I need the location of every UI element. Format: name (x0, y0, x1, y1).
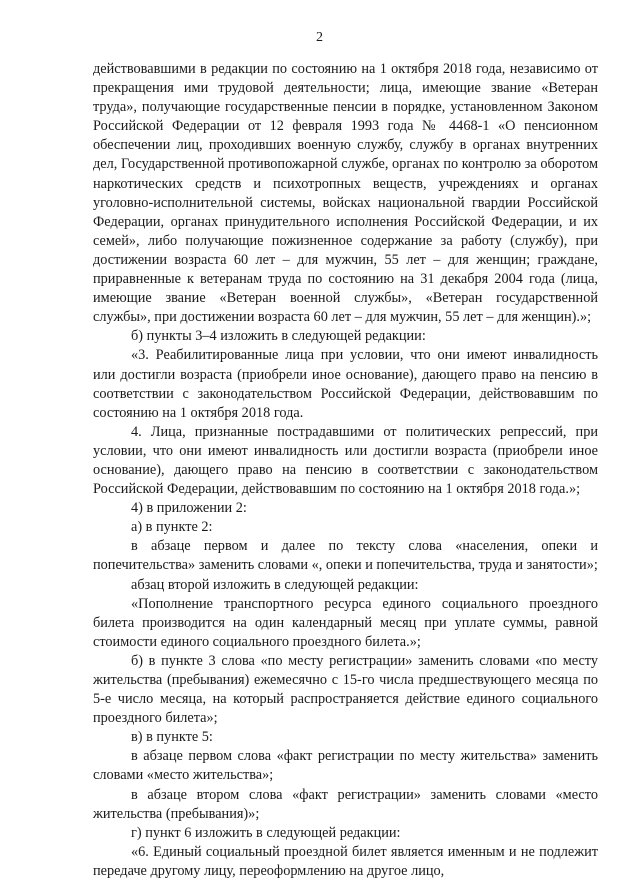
paragraph: а) в пункте 2: (131, 519, 213, 536)
paragraph: 4. Лица, признанные пострадавшими от политических репрессий, при условии, что они имеют инвалидность или достигли возраста (приобрели иное основание), дающего право на пенсию в соответствии с законодательством Российской Федерации, действовавшим по состоянию на 1 октября 2018 года.»; (93, 423, 598, 498)
document-body (93, 60, 598, 881)
page-number: 2 (316, 30, 323, 45)
paragraph: в абзаце первом слова «факт регистрации по месту жительства» заменить словами «место жительства»; (93, 748, 598, 784)
paragraph: в) в пункте 5: (131, 729, 213, 746)
paragraph: в абзаце первом и далее по тексту слова «населения, опеки и попечительства» заменить словами «, опеки и попечительства, труда и занятости»; (93, 538, 598, 574)
paragraph: г) пункт 6 изложить в следующей редакции: (131, 824, 401, 841)
paragraph: абзац второй изложить в следующей редакции: (131, 576, 419, 593)
paragraph: в абзаце втором слова «факт регистрации» заменить словами «место жительства (пребывания)»; (93, 786, 598, 822)
paragraph: действовавшими в редакции по состоянию на 1 октября 2018 года, независимо от прекращения ими трудовой деятельности; лица, имеющие звание «Ветеран труда», получающие государственные пенсии в порядке, установленном Законом Российской Федерации от 12 февраля 1993 года № 4468-1 «О пенсионном обеспечении лиц, проходивших военную службу, службу в органах внутренних дел, Государственной противопожарной службе, органах по контролю за оборотом наркотических средств и психотропных веществ, учреждениях и органах уголовно-исполнительной системы, войсках национальной гвардии Российской Федерации, органах принудительного исполнения Российской Федерации, и их семей», либо получающие пожизненное содержание за работу (службу), при достижении возраста 60 лет – для мужчин, 55 лет – для женщин; граждане, приравненные к ветеранам труда по состоянию на 31 декабря 2004 года (лица, имеющие звание «Ветеран военной службы», «Ветеран государственной службы», при достижении возраста 60 лет – для мужчин, 55 лет – для женщин).»; (93, 61, 598, 326)
paragraph: 4) в приложении 2: (131, 500, 247, 517)
paragraph: «3. Реабилитированные лица при условии, что они имеют инвалидность или достигли возраста (приобрели иное основание), дающего право на пенсию в соответствии с законодательством Российской Федерации, действовавшим по состоянию на 1 октября 2018 года. (93, 347, 598, 421)
paragraph: «Пополнение транспортного ресурса единого социального проездного билета производится на один календарный месяц при уплате суммы, равной стоимости единого социального проездного билета.»; (93, 595, 598, 650)
paragraph: б) в пункте 3 слова «по месту регистрации» заменить словами «по месту жительства (пребывания) ежемесячно с 15-го числа предшествующего месяца по 5-е число месяца, на который распространяется действие единого социального проездного билета»; (93, 652, 598, 727)
paragraph: б) пункты 3–4 изложить в следующей редакции: (131, 328, 426, 345)
paragraph: «6. Единый социальный проездной билет является именным и не подлежит передаче другому лицу, переоформлению на другое лицо, (93, 843, 598, 879)
